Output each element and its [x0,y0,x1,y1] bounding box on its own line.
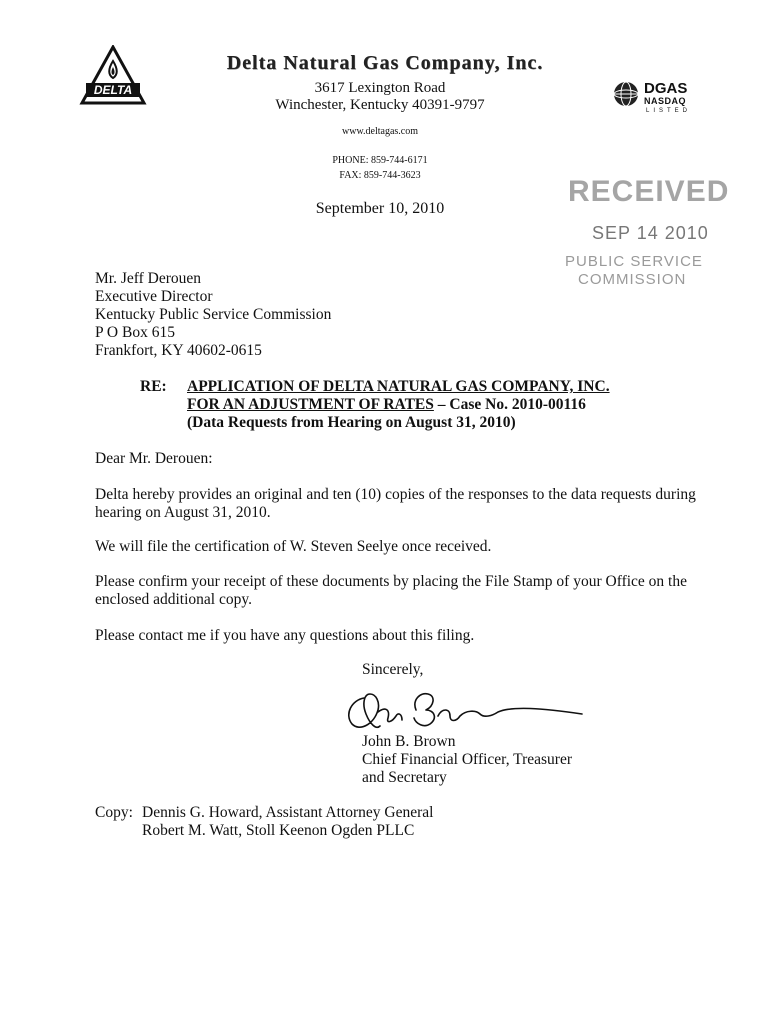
globe-icon [612,80,640,108]
paragraph-1-line-2: hearing on August 31, 2010. [95,504,271,521]
paragraph-3-line-2: enclosed additional copy. [95,591,252,608]
phone-number: PHONE: 859-744-6171 [332,155,428,166]
re-line-2-case: – Case No. 2010-00116 [433,396,586,413]
listed-label: LISTED [646,108,692,114]
paragraph-2: We will file the certification of W. Steven Seelye once received. [95,538,492,555]
recipient-name: Mr. Jeff Derouen [95,270,202,287]
re-line-2 [187,396,586,414]
ticker-symbol: DGAS [644,80,688,97]
recipient-organization: Kentucky Public Service Commission [95,306,332,323]
re-line-3: (Data Requests from Hearing on August 31, 2010) [187,414,516,431]
copy-recipient-1: Dennis G. Howard, Assistant Attorney General [142,804,434,821]
re-line-2-underlined: FOR AN ADJUSTMENT OF RATES [187,396,434,413]
copy-label: Copy: [95,804,133,821]
website: www.deltagas.com [342,126,418,137]
stamp-line-2: COMMISSION [578,271,687,288]
handwritten-signature [342,680,592,740]
address-line-2: Winchester, Kentucky 40391-9797 [275,97,485,113]
address-line-1: 3617 Lexington Road [314,80,446,96]
re-label: RE: [140,378,167,395]
recipient-po-box: P O Box 615 [95,324,175,341]
paragraph-3-line-1: Please confirm your receipt of these documents by placing the File Stamp of your Office on the [95,573,687,590]
delta-logo [78,45,148,107]
company-name: Delta Natural Gas Company, Inc. [226,52,544,74]
paragraph-1-line-1: Delta hereby provides an original and ten (10) copies of the responses to the data requests during [95,486,696,503]
valediction: Sincerely, [362,661,424,678]
re-line-1: APPLICATION OF DELTA NATURAL GAS COMPANY, INC. [187,378,610,395]
exchange-name: NASDAQ [644,96,687,106]
fax-number: FAX: 859-744-3623 [339,170,421,181]
paragraph-4: Please contact me if you have any questions about this filing. [95,627,475,644]
letter-date: September 10, 2010 [315,200,445,217]
salutation: Dear Mr. Derouen: [95,450,213,467]
signer-title-1: Chief Financial Officer, Treasurer [362,751,573,768]
recipient-city-state-zip: Frankfort, KY 40602-0615 [95,342,262,359]
stamp-line-1: PUBLIC SERVICE [565,253,703,270]
received-stamp [560,175,730,295]
nasdaq-listing-logo [612,80,712,120]
stamp-received-text: RECEIVED [568,175,730,208]
copy-recipient-2: Robert M. Watt, Stoll Keenon Ogden PLLC [142,822,415,839]
stamp-date: SEP 14 2010 [592,223,709,243]
recipient-title: Executive Director [95,288,213,305]
signer-name: John B. Brown [362,733,456,750]
logo-text: DELTA [93,83,133,97]
signer-title-2: and Secretary [362,769,447,786]
